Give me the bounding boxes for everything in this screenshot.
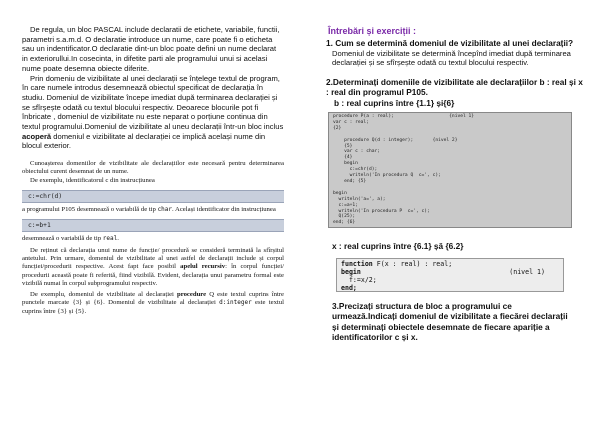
code-line: c:=a+1; [333,202,358,208]
example-char-text [22,206,284,214]
code-line: end; {6} [333,220,356,226]
code-line: Q(25); [333,214,356,220]
recursion-paragraph [22,247,284,288]
exercises-heading: Întrebări și exerciții : [328,26,417,36]
question-2: 2.Determinați domeniile de vizibilitate ale declarațiilor b : real și x : real din programul P105. [326,76,583,97]
code-line: begin [333,161,358,167]
code-line: procedure P(a : real); {nivel 1} [333,114,475,119]
function-signature: F(x : real) : real; [376,259,453,268]
procq-a: De exemplu, domeniul de vizibilitate al declarației [30,291,178,299]
code-line: writeln('In procedura P c=', c); [333,208,430,214]
recursion-bold: apelul recursiv [180,263,226,271]
code-b-plus-1: c:=b+1 [22,219,284,232]
code-line: writeln('In procedura Q c=', c); [333,173,441,179]
definition-bold: acoperă [22,131,52,141]
function-f-code [336,258,564,292]
question-1: 1. Cum se determină domeniul de vizibilitate al unei declarații? [326,38,574,48]
begin-keyword: begin [341,267,361,276]
procq-bold: procedure [177,291,207,299]
code-line: begin [333,190,347,196]
procq-b: Q este textul cuprins între punctele marcate {3} și {6}. Domeniul de vizibilitate al declarației [22,291,284,307]
recursion-end: : în corpul funcției/ procedurii această poate fi referită, fiind vizibilă. Evident, declarația unui parametru formal este vizibilă numai în corpul subprogramului respectiv. [22,263,284,287]
end-keyword: end; [341,283,357,292]
program-p105-code [328,112,572,228]
visibility-definition-paragraph [22,74,284,152]
example-real-a: desemnează o variabilă de tip [22,235,103,243]
example-intro: De exemplu, identificatorul c din instrucțiunea [30,176,155,184]
procq-mono: d:integer [219,299,252,307]
left-column [22,0,284,316]
code-line: procedure Q(d : integer); {nivel 2} [333,137,458,143]
right-column [322,0,584,343]
level-comment: (nivel 1) [509,267,545,276]
code-line: c:=chr(d); [333,167,378,173]
intro-paragraph: De regula, un bloc PASCAL include declaratii de etichete, variabile, functii, parametri s.a.m.d. O declaratie introduce un nume, care poate fi o eticheta sau un indentificator.O declaratie dint-un bloc poate defini un nume declarat in exteriorullui.In cosecinta, in difetite parti ale programului unui si acelasi nume poate desemna obiecte diferite. [22,25,280,73]
question-3: 3.Precizați structura de bloc a programului ce urmează.Indicați domeniul de vizibilitate a fiecărei declarații și determinați obiectele desemnate de fiecare apariție a identificatorilor c și x. [332,300,568,342]
example-real-text: desemnează o variabilă de tip real. [22,235,119,243]
code-line: {4} [333,155,353,161]
code-line: {2} [333,125,342,131]
knowledge-paragraph: Cunoașterea domeniilor de vizibilitate ale declarațiilor este necesară pentru determinarea obiectului curent desemnat de un nume. [22,160,284,176]
code-chr: c:=chr(d) [22,190,284,203]
procedure-q-paragraph [22,291,284,316]
code-line: var c : real; [333,119,369,125]
question-2-x-answer: x : real cuprins între {6.1} șă {6.2} [332,241,464,251]
code-line: end; {5} [333,178,367,184]
answer-1: Domeniul de vizibilitate se determină începînd imediat după terminarea declarației și se sfîrșește odată cu textul blocului respectiv. [332,48,571,67]
definition-end: domeniul e vizibilitate al declarației ce implică același nume din blocul exterior. [22,131,266,151]
example-char-a: a programului P105 desemnează o variabilă de tip [22,206,158,214]
code-line: var c : char; [333,149,381,155]
question-2-b-answer: b : real cuprins între {1.1} și{6} [334,97,455,108]
function-keyword: function [341,259,373,268]
code-line: {5} [333,143,353,149]
code-line: writeln('a=', a); [333,196,386,202]
definition-text: Prin domeniu de vizibilitate al unei declarații se înțelege textul de program, în care numele introdus desemnează obiectul specificat de declarația în studiu. Domeniul de vizibilitate începe imediat după terminarea declarației și se sfîrșește odată cu textul blocului respectiv. Deoarece blocurile pot fi înbricate , domeniul de vizibilitate nu este neparat o porțiune continua din textul programului.Domeniul de vizibilitate al uneu declarații într-un bloc inclus [22,73,284,132]
recursion-text: De reținut că declarația unui nume de funcție/ procedură se consideră terminată la sfîrșitul antetului. Prin urmare, domeniul de vizibilitate al unei astfel de declarații include și corpul funcției/procedurii respective. Acest fapt face posibil [22,246,284,271]
example-real-type: real [102,235,118,243]
example-char-b: . Același identificator din instrucțiunea [172,206,276,214]
function-body: f:=x/2; [341,275,377,284]
example-char-type: char [157,206,173,214]
procq-c: este textul cuprins între {3} și {5}. [22,299,284,315]
